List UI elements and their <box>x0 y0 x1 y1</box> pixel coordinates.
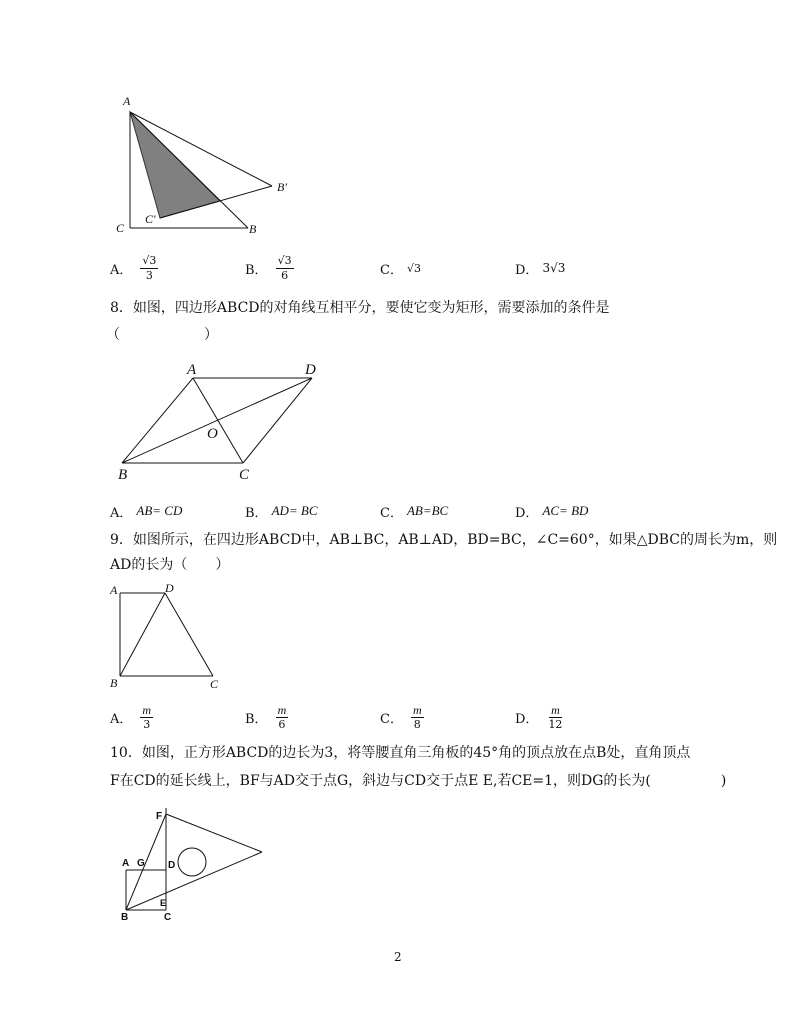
label-a: A <box>123 94 131 108</box>
label-b: B <box>121 912 129 923</box>
option-letter: C． <box>380 262 403 278</box>
diagonal-bd <box>122 378 312 463</box>
numerator: √3 <box>277 253 292 267</box>
triangle-side-f-apex <box>166 814 262 852</box>
q7-figure <box>100 90 300 240</box>
triangle-hole <box>178 848 206 876</box>
denominator: 6 <box>278 717 286 731</box>
option-value: √3 <box>406 261 421 275</box>
q8-stem: 8．如图，四边形ABCD的对角线互相平分，要使它变为矩形，需要添加的条件是 <box>110 300 610 316</box>
label-d: D <box>168 860 176 871</box>
q8-answer-blank: （ ） <box>106 327 218 343</box>
label-b-prime: B′ <box>277 180 287 194</box>
fraction <box>140 254 158 283</box>
segment-bd <box>120 593 165 676</box>
option-text: AC= BD <box>542 503 589 518</box>
option-letter: B． <box>245 711 268 727</box>
q9-figure <box>105 580 225 692</box>
label-c-prime: C′ <box>145 212 156 226</box>
numerator: m <box>277 702 287 717</box>
option-letter: A． <box>110 505 133 521</box>
fraction <box>140 703 153 732</box>
q9-option-d <box>515 699 564 735</box>
label-a: A <box>187 362 197 378</box>
option-letter: B． <box>245 505 268 521</box>
numerator: m <box>551 702 560 717</box>
segment-dc <box>243 378 312 463</box>
denominator: 6 <box>281 268 289 282</box>
option-letter: D． <box>515 262 539 278</box>
label-f: F <box>156 811 163 822</box>
fraction <box>276 703 289 732</box>
option-text: AD= BC <box>271 503 318 518</box>
label-a: A <box>122 858 130 869</box>
label-d: D <box>305 362 316 378</box>
numerator: √3 <box>142 253 157 267</box>
q9-option-a <box>110 699 153 735</box>
option-letter: A． <box>110 711 133 727</box>
q9-stem-line-1: 9．如图所示，在四边形ABCD中，AB⊥BC，AB⊥AD，BD=BC，∠C=60°，如果△DBC的周长为m，则 <box>110 532 778 548</box>
option-text: AB= CD <box>136 503 183 518</box>
label-o: O <box>207 426 218 442</box>
q8-option-b <box>245 493 318 529</box>
option-letter: D． <box>515 505 539 521</box>
label-c: C <box>239 467 250 483</box>
label-d: D <box>165 581 174 595</box>
page-number: 2 <box>394 950 402 964</box>
q7-option-d <box>515 250 565 286</box>
q9-option-b <box>245 699 288 735</box>
label-b: B <box>249 222 257 236</box>
denominator: 8 <box>413 717 421 731</box>
label-c: C <box>164 912 172 923</box>
shaded-triangle <box>130 112 220 218</box>
option-value: 3√3 <box>542 261 566 275</box>
label-b: B <box>118 467 128 483</box>
q8-option-d <box>515 493 588 529</box>
option-letter: D． <box>515 711 539 727</box>
label-c: C <box>210 677 219 691</box>
q7-option-b <box>245 250 294 286</box>
fraction <box>411 703 424 732</box>
label-e: E <box>160 898 167 908</box>
label-b: B <box>110 676 118 690</box>
option-text: AB=BC <box>406 503 449 518</box>
option-letter: C． <box>380 711 403 727</box>
q8-option-c <box>380 493 448 529</box>
fraction <box>546 703 564 732</box>
q10-figure <box>115 800 270 925</box>
label-c: C <box>116 221 125 235</box>
segment-dc <box>165 593 213 676</box>
q9-stem-line-2: AD的长为（ ） <box>110 557 230 573</box>
denominator: 3 <box>145 268 153 282</box>
q10-stem-line-2: F在CD的延长线上，BF与AD交于点G，斜边与CD交于点E E,若CE=1，则DG的长为( ) <box>110 773 727 789</box>
q7-option-c <box>380 250 421 286</box>
q10-stem-line-1: 10．如图，正方形ABCD的边长为3，将等腰直角三角板的45°角的顶点放在点B处，直角顶点 <box>110 745 691 761</box>
denominator: 3 <box>143 717 151 731</box>
q8-figure <box>110 360 330 485</box>
label-g: G <box>137 858 145 869</box>
fraction <box>276 254 294 283</box>
numerator: m <box>142 702 152 717</box>
q8-option-a <box>110 493 182 529</box>
option-letter: A． <box>110 262 133 278</box>
option-letter: B． <box>245 262 268 278</box>
q9-option-c <box>380 699 424 735</box>
denominator: 12 <box>548 717 563 731</box>
q7-option-a <box>110 250 158 286</box>
option-letter: C． <box>380 505 403 521</box>
numerator: m <box>412 702 422 717</box>
segment-ba <box>122 378 193 463</box>
label-a: A <box>110 583 118 597</box>
